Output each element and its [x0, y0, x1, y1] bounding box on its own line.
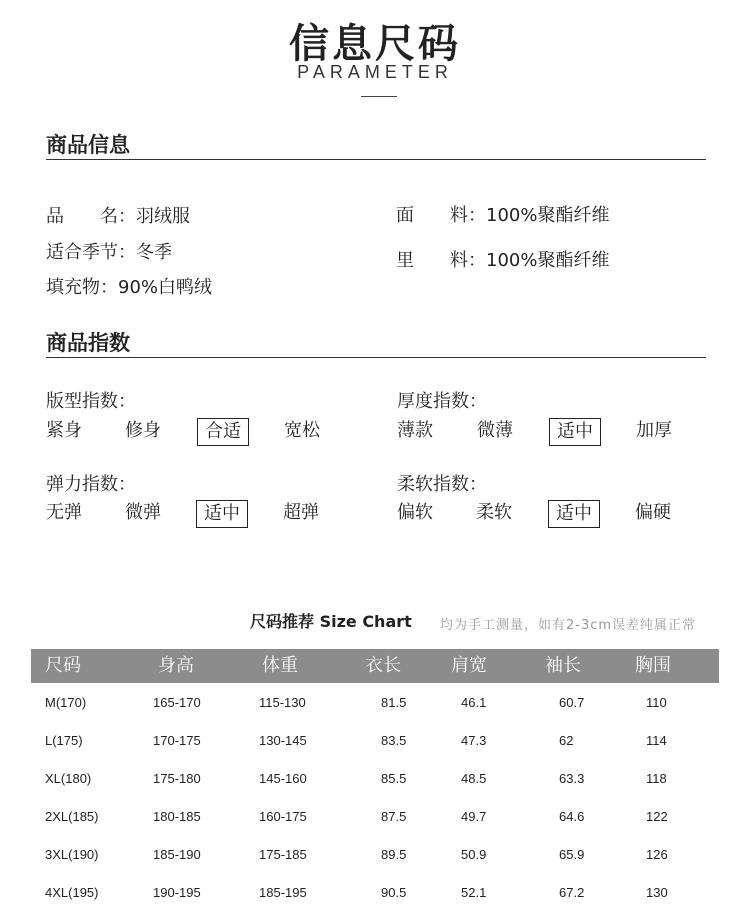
size-table-cell: 50.9 — [461, 847, 487, 862]
info-lining-label: 里 料： — [396, 250, 486, 271]
info-season-value: 冬季 — [136, 242, 172, 263]
size-table-cell: L(175) — [45, 733, 83, 748]
info-name-label: 品 名： — [46, 206, 136, 227]
size-table-cell: 130 — [646, 885, 668, 900]
size-table-cell: 83.5 — [381, 733, 407, 748]
size-table-cell: 180-185 — [153, 809, 201, 824]
size-table-cell: 46.1 — [461, 695, 487, 710]
col-length: 衣长 — [365, 655, 401, 676]
size-table-cell: 3XL(190) — [45, 847, 99, 862]
fit-option-4: 宽松 — [284, 420, 320, 441]
thickness-index-options — [0, 418, 750, 446]
thickness-option-2: 微薄 — [477, 420, 513, 441]
col-sleeve: 袖长 — [545, 655, 581, 676]
size-table-cell: 81.5 — [381, 695, 407, 710]
info-lining — [396, 246, 609, 272]
softness-index-label: 柔软指数： — [397, 474, 487, 495]
size-table-cell: 90.5 — [381, 885, 407, 900]
size-table-cell: 63.3 — [559, 771, 585, 786]
size-table-cell: 2XL(185) — [45, 809, 99, 824]
size-table-cell: 160-175 — [259, 809, 307, 824]
size-table-cell: 165-170 — [153, 695, 201, 710]
title-divider — [361, 96, 397, 97]
size-table-cell: 64.6 — [559, 809, 585, 824]
info-outer-value: 100%聚酯纤维 — [486, 205, 610, 226]
size-table-cell: 122 — [646, 809, 668, 824]
info-filling-value: 90%白鸭绒 — [118, 277, 213, 298]
product-info-title: 商品信息 — [46, 133, 130, 157]
size-table-cell: 48.5 — [461, 771, 487, 786]
size-table-cell: 130-145 — [259, 733, 307, 748]
size-chart-note: 均为手工测量，如有2-3cm误差纯属正常 — [440, 618, 697, 633]
size-table-cell: 126 — [646, 847, 668, 862]
size-table-cell: XL(180) — [45, 771, 92, 786]
info-filling-label: 填充物： — [46, 277, 118, 298]
col-size: 尺码 — [45, 655, 81, 676]
info-season — [46, 238, 172, 264]
size-table-cell: 190-195 — [153, 885, 201, 900]
page-subtitle: PARAMETER — [297, 62, 453, 82]
col-shoulder: 肩宽 — [451, 655, 487, 676]
size-table-cell: 89.5 — [381, 847, 407, 862]
softness-option-2: 柔软 — [476, 502, 512, 523]
info-season-label: 适合季节： — [46, 242, 136, 263]
softness-option-1: 偏软 — [397, 502, 433, 523]
size-table-cell: 85.5 — [381, 771, 407, 786]
elasticity-option-selected: 适中 — [196, 500, 248, 528]
page-title: 信息尺码 — [289, 21, 461, 67]
size-table-cell: 52.1 — [461, 885, 487, 900]
product-info-rule — [46, 159, 706, 160]
size-table-cell: 175-185 — [259, 847, 307, 862]
elasticity-option-4: 超弹 — [283, 502, 319, 523]
info-outer-label: 面 料： — [396, 205, 486, 226]
softness-index-options — [0, 500, 750, 528]
size-table-cell: 170-175 — [153, 733, 201, 748]
fit-option-selected: 合适 — [197, 418, 249, 446]
info-name — [46, 202, 190, 228]
size-table-cell: 60.7 — [559, 695, 585, 710]
size-table-cell: 185-195 — [259, 885, 307, 900]
fit-index-label: 版型指数： — [46, 391, 136, 412]
col-weight: 体重 — [262, 655, 298, 676]
size-table-cell: 67.2 — [559, 885, 585, 900]
thickness-option-selected: 适中 — [549, 418, 601, 446]
info-name-value: 羽绒服 — [136, 206, 190, 227]
size-table-cell: 47.3 — [461, 733, 487, 748]
fit-option-1: 紧身 — [46, 420, 82, 441]
size-table-cell: M(170) — [45, 695, 87, 710]
col-chest: 胸围 — [635, 655, 671, 676]
size-table-cell: 175-180 — [153, 771, 201, 786]
fit-option-2: 修身 — [125, 420, 161, 441]
size-table-cell: 118 — [646, 771, 667, 786]
thickness-index-label: 厚度指数： — [397, 391, 487, 412]
size-table-cell: 115-130 — [259, 695, 306, 710]
size-table-cell: 62 — [559, 733, 574, 748]
info-filling — [46, 273, 212, 299]
size-table-cell: 185-190 — [153, 847, 201, 862]
size-table-header — [31, 649, 719, 683]
thickness-option-4: 加厚 — [636, 420, 672, 441]
size-table-cell: 4XL(195) — [45, 885, 99, 900]
elasticity-option-1: 无弹 — [46, 502, 82, 523]
col-height: 身高 — [158, 655, 194, 676]
info-lining-value: 100%聚酯纤维 — [486, 250, 610, 271]
product-index-rule — [46, 357, 706, 358]
size-table-cell: 49.7 — [461, 809, 487, 824]
size-table-cell: 114 — [646, 733, 667, 748]
size-chart-title: 尺码推荐 Size Chart — [250, 612, 412, 631]
size-table-cell: 110 — [646, 695, 667, 710]
size-table-cell: 145-160 — [259, 771, 307, 786]
size-table-cell: 65.9 — [559, 847, 585, 862]
info-outer — [396, 201, 609, 227]
elasticity-option-2: 微弹 — [125, 502, 161, 523]
elasticity-index-label: 弹力指数： — [46, 474, 136, 495]
softness-option-4: 偏硬 — [635, 502, 671, 523]
product-index-title: 商品指数 — [46, 331, 130, 355]
softness-option-selected: 适中 — [548, 500, 600, 528]
thickness-option-1: 薄款 — [397, 420, 433, 441]
size-table-cell: 87.5 — [381, 809, 407, 824]
